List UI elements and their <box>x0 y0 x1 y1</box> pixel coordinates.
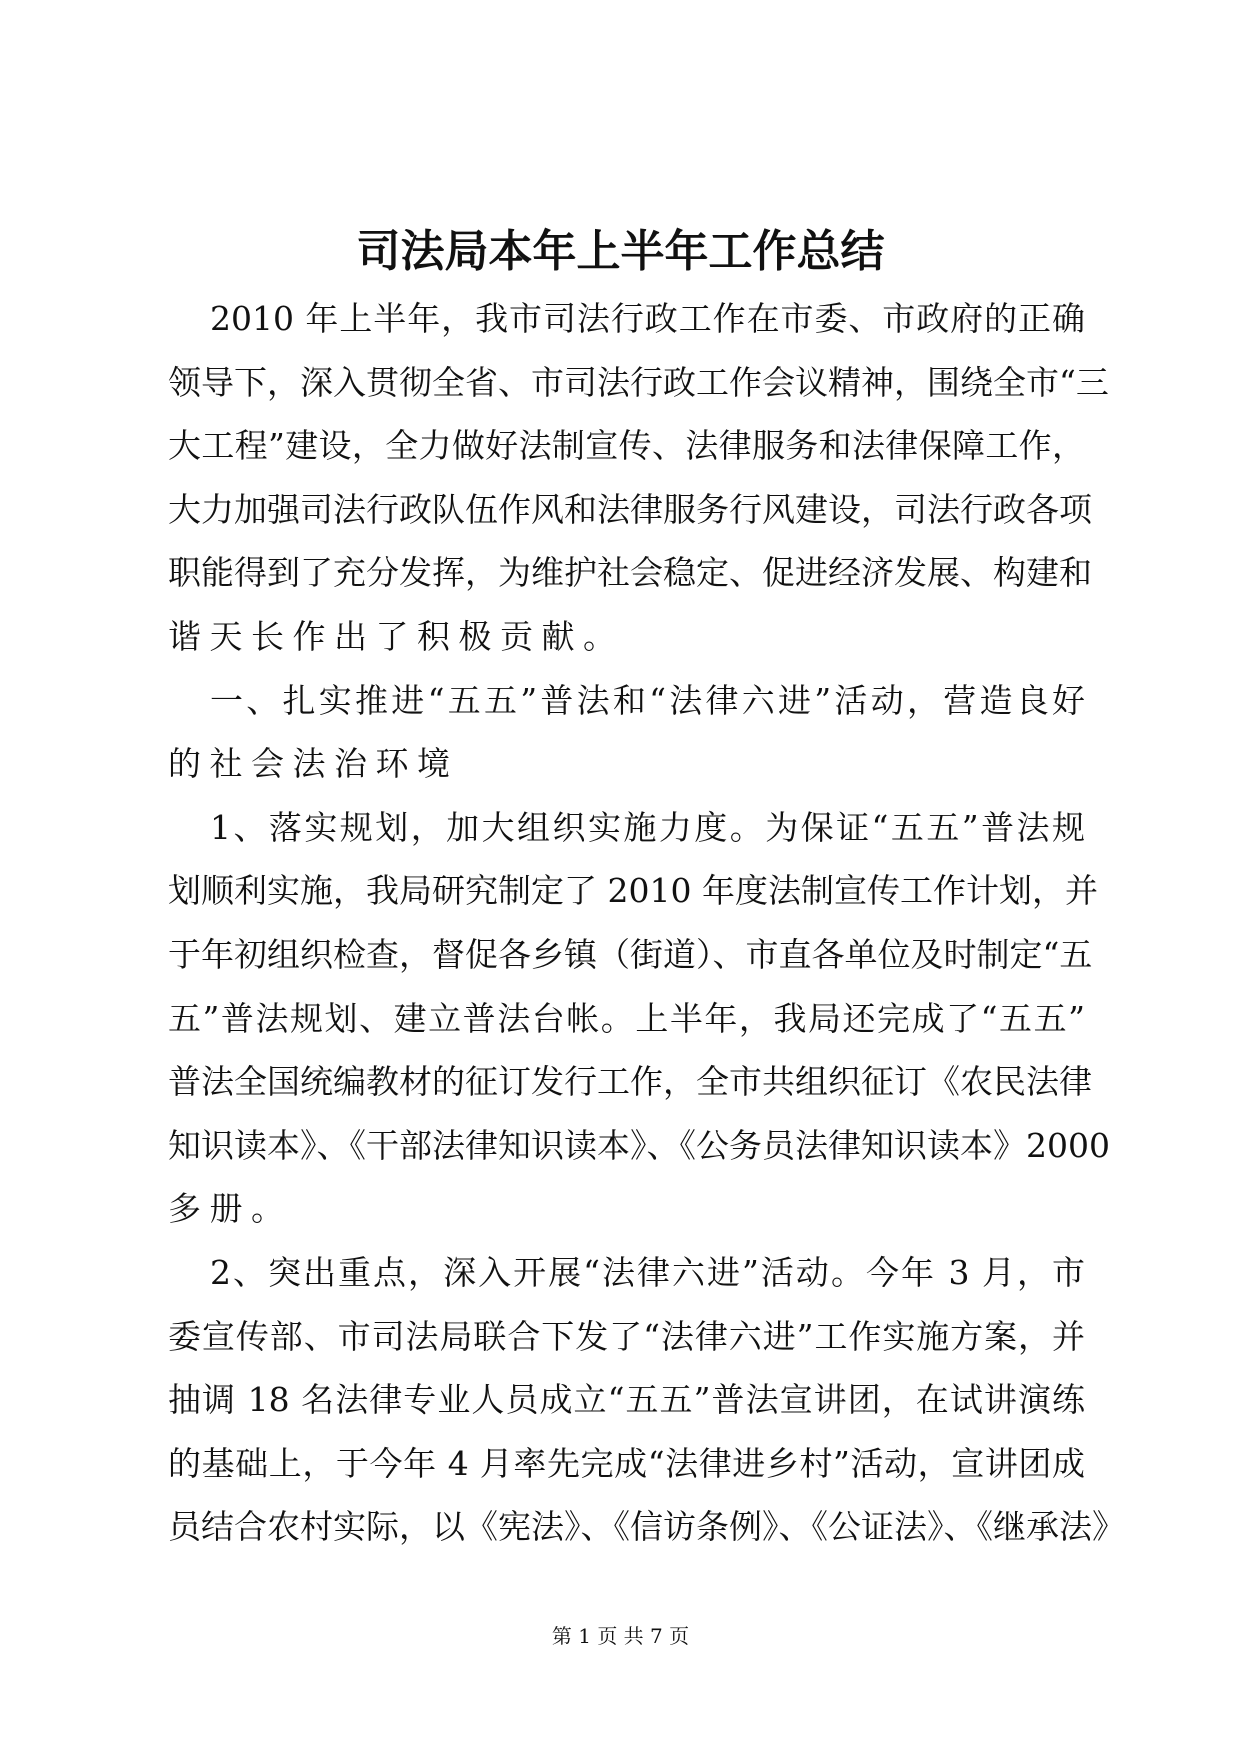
text-line: 抽调 18 名法律专业人员成立“五五”普法宣讲团，在试讲演练 <box>168 1380 1085 1420</box>
text-line: 领导下，深入贯彻全省、市司法行政工作会议精神，围绕全市“三 <box>168 362 1109 402</box>
text-line: 的社会法治环境 <box>168 744 459 784</box>
text-line: 普法全国统编教材的征订发行工作，全市共组织征订《农民法律 <box>168 1062 1092 1102</box>
text-line: 于年初组织检查，督促各乡镇（街道）、市直各单位及时制定“五 <box>168 935 1093 974</box>
text-line: 五”普法规划、建立普法台帐。上半年，我局还完成了“五五” <box>168 998 1085 1038</box>
text-line: 的基础上，于今年 4 月率先完成“法律进乡村”活动，宣讲团成 <box>168 1443 1085 1483</box>
text-line: 职能得到了充分发挥，为维护社会稳定、促进经济发展、构建和 <box>168 553 1092 593</box>
document-title: 司法局本年上半年工作总结 <box>356 226 885 277</box>
page-footer: 第 1 页 共 7 页 <box>551 1624 690 1648</box>
text-line: 谐天长作出了积极贡献。 <box>168 617 625 656</box>
text-line: 知识读本》、《干部法律知识读本》、《公务员法律知识读本》2000 <box>168 1125 1110 1165</box>
text-line: 大工程”建设，全力做好法制宣传、法律服务和法律保障工作， <box>168 426 1085 466</box>
text-line: 1、落实规划，加大组织实施力度。为保证“五五”普法规 <box>210 807 1085 847</box>
text-line: 一、扎实推进“五五”普法和“法律六进”活动，营造良好 <box>210 680 1085 720</box>
text-line: 委宣传部、市司法局联合下发了“法律六进”工作实施方案，并 <box>168 1316 1085 1356</box>
text-line: 划顺利实施，我局研究制定了 2010 年度法制宣传工作计划，并 <box>168 871 1098 911</box>
text-line: 多册。 <box>168 1189 293 1229</box>
text-line: 2010 年上半年，我市司法行政工作在市委、市政府的正确 <box>210 299 1085 338</box>
text-line: 大力加强司法行政队伍作风和法律服务行风建设，司法行政各项 <box>168 489 1092 529</box>
text-line: 2、突出重点，深入开展“法律六进”活动。今年 3 月，市 <box>210 1253 1085 1292</box>
text-line: 员结合农村实际，以《宪法》、《信访条例》、《公证法》、《继承法》 <box>168 1507 1125 1547</box>
